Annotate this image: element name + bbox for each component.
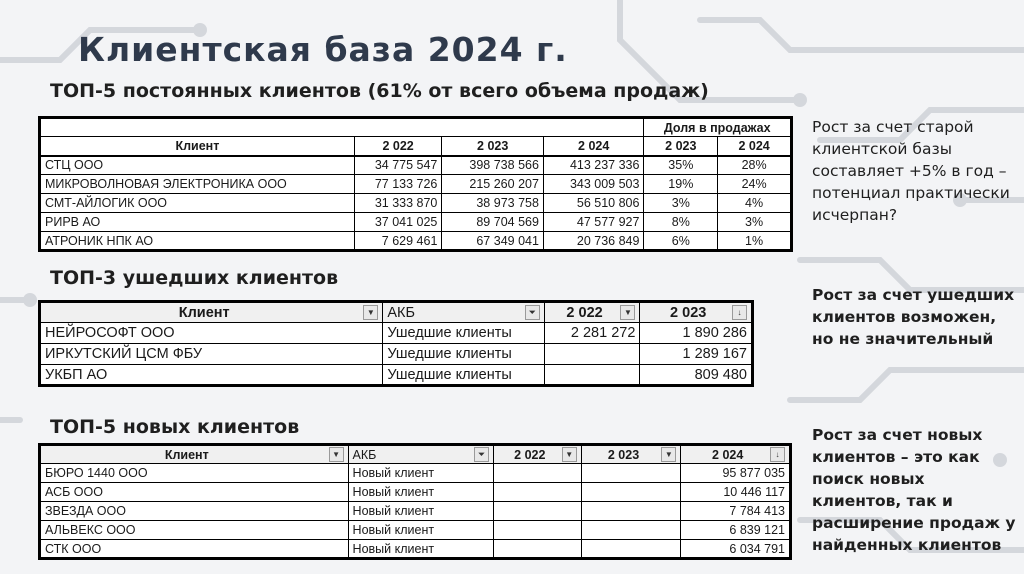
value-cell: 89 704 569 [442,213,544,232]
value-cell: 398 738 566 [442,156,544,175]
table-row [40,365,753,386]
table-row [40,156,792,175]
column-header: 2 023 [644,137,718,156]
value-cell [581,464,681,483]
dropdown-arrow-icon[interactable]: ▼ [661,447,676,462]
column-header-2024[interactable]: 2 024 ↓ [681,445,791,464]
akb-cell: Новый клиент [348,502,493,521]
column-header: 2 022 [354,137,442,156]
value-cell: 47 577 927 [543,213,644,232]
value-cell [493,521,581,540]
table-row [40,521,791,540]
table-row [40,483,791,502]
value-cell [581,521,681,540]
column-header-2022[interactable]: 2 022 ▼ [544,302,640,323]
table-row [40,502,791,521]
value-cell: 6 839 121 [681,521,791,540]
regular-clients-table [38,116,793,252]
akb-cell: Новый клиент [348,521,493,540]
share-cell: 4% [718,194,792,213]
client-name: РИРВ АО [40,213,355,232]
table-row [40,464,791,483]
lost-clients-note: Рост за счет ушедших клиентов возможен, но не значительный [812,286,1015,348]
dropdown-arrow-icon[interactable]: ▼ [620,305,635,320]
akb-cell: Ушедшие клиенты [383,323,544,344]
value-cell [493,483,581,502]
value-cell: 95 877 035 [681,464,791,483]
value-cell [581,483,681,502]
client-name: АЛЬВЕКС ООО [40,521,349,540]
client-name: НЕЙРОСОФТ ООО [40,323,383,344]
section-heading-new-clients: ТОП-5 новых клиентов [50,416,300,438]
column-header: 2 024 [718,137,792,156]
share-cell: 35% [644,156,718,175]
column-header-client[interactable]: Клиент ▼ [40,302,383,323]
value-cell [544,365,640,386]
value-cell: 6 034 791 [681,540,791,559]
filter-icon[interactable]: ⏷ [474,447,489,462]
value-cell [493,502,581,521]
akb-cell: Новый клиент [348,464,493,483]
table-row [40,232,792,251]
table-row [40,194,792,213]
value-cell: 10 446 117 [681,483,791,502]
table-row [40,323,753,344]
value-cell: 343 009 503 [543,175,644,194]
page-title: Клиентская база 2024 г. [78,30,568,69]
column-header-akb[interactable]: АКБ ⏷ [383,302,544,323]
table-row [40,540,791,559]
value-cell [544,344,640,365]
new-clients-table [38,443,792,560]
regular-clients-note: Рост за счет старой клиентской базы составляет +5% в год – потенциал практически исчерпан? [812,118,1010,224]
share-cell: 3% [644,194,718,213]
akb-cell: Ушедшие клиенты [383,365,544,386]
section-heading-regular-clients: ТОП-5 постоянных клиентов (61% от всего объема продаж) [50,80,709,102]
column-header-akb[interactable]: АКБ ⏷ [348,445,493,464]
share-cell: 8% [644,213,718,232]
value-cell: 20 736 849 [543,232,644,251]
value-cell: 34 775 547 [354,156,442,175]
table-row [40,175,792,194]
share-cell: 24% [718,175,792,194]
value-cell: 77 133 726 [354,175,442,194]
value-cell: 37 041 025 [354,213,442,232]
client-name: АТРОНИК НПК АО [40,232,355,251]
section-heading-lost-clients: ТОП-3 ушедших клиентов [50,267,339,289]
value-cell [581,540,681,559]
client-name: АСБ ООО [40,483,349,502]
value-cell [581,502,681,521]
column-header: 2 024 [543,137,644,156]
value-cell: 56 510 806 [543,194,644,213]
akb-cell: Новый клиент [348,540,493,559]
dropdown-arrow-icon[interactable]: ▼ [363,305,378,320]
dropdown-arrow-icon[interactable]: ▼ [329,447,344,462]
client-name: СТК ООО [40,540,349,559]
client-name: МИКРОВОЛНОВАЯ ЭЛЕКТРОНИКА ООО [40,175,355,194]
akb-cell: Новый клиент [348,483,493,502]
column-header-2022[interactable]: 2 022 ▼ [493,445,581,464]
column-header: 2 023 [442,137,544,156]
sort-descending-icon[interactable]: ↓ [732,305,747,320]
share-cell: 6% [644,232,718,251]
share-cell: 28% [718,156,792,175]
value-cell: 31 333 870 [354,194,442,213]
value-cell: 1 289 167 [640,344,753,365]
share-header: Доля в продажах [644,118,792,137]
value-cell: 7 784 413 [681,502,791,521]
share-cell: 19% [644,175,718,194]
akb-cell: Ушедшие клиенты [383,344,544,365]
value-cell: 2 281 272 [544,323,640,344]
value-cell: 1 890 286 [640,323,753,344]
column-header-2023[interactable]: 2 023 ▼ [581,445,681,464]
client-name: БЮРО 1440 ООО [40,464,349,483]
value-cell: 809 480 [640,365,753,386]
column-header-client[interactable]: Клиент ▼ [40,445,349,464]
client-name: ИРКУТСКИЙ ЦСМ ФБУ [40,344,383,365]
new-clients-note: Рост за счет новых клиентов – это как поиск новых клиентов, так и расширение продаж у найденных клиентов [812,426,1016,554]
table-row [40,344,753,365]
value-cell: 67 349 041 [442,232,544,251]
empty-header-cell [40,118,644,137]
client-name: ЗВЕЗДА ООО [40,502,349,521]
sort-descending-icon[interactable]: ↓ [770,447,785,462]
value-cell: 7 629 461 [354,232,442,251]
column-header-2023[interactable]: 2 023 ↓ [640,302,753,323]
value-cell [493,464,581,483]
value-cell: 215 260 207 [442,175,544,194]
dropdown-arrow-icon[interactable]: ▼ [562,447,577,462]
client-name: СМТ-АЙЛОГИК ООО [40,194,355,213]
table-row [40,213,792,232]
filter-icon[interactable]: ⏷ [525,305,540,320]
lost-clients-table [38,300,754,387]
value-cell: 413 237 336 [543,156,644,175]
value-cell: 38 973 758 [442,194,544,213]
share-cell: 3% [718,213,792,232]
value-cell [493,540,581,559]
client-name: СТЦ ООО [40,156,355,175]
column-header: Клиент [40,137,355,156]
client-name: УКБП АО [40,365,383,386]
share-cell: 1% [718,232,792,251]
